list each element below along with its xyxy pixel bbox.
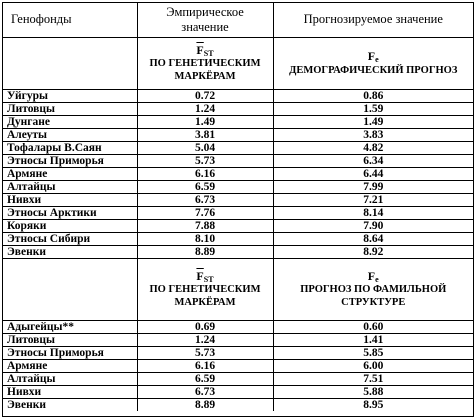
row-empirical-value: 1.49 [137,115,273,128]
table-row [3,385,473,398]
table-row [3,245,473,258]
row-predicted-value: 0.60 [273,320,473,333]
table-row [3,193,473,206]
section1-rows [3,89,473,258]
section1-empirical-label: $\overline{F}ST$ ПО ГЕНЕТИЧЕСКИМ МАРКЁРАМ [137,37,273,89]
table-row [3,167,473,180]
table-row [3,154,473,167]
row-predicted-value: 0.86 [273,89,473,102]
row-genepool-name: Тофалары В.Саян [3,141,137,154]
row-genepool-name: Алтайцы [3,372,137,385]
row-empirical-value: 1.24 [137,333,273,346]
section2-empirical-label: $\overline{F}ST$ ПО ГЕНЕТИЧЕСКИМ МАРКЁРАМ [137,258,273,320]
row-predicted-value: 6.34 [273,154,473,167]
row-empirical-value: 6.59 [137,372,273,385]
header-empirical: Эмпирическое значение [137,3,273,37]
row-genepool-name: Литовцы [3,333,137,346]
row-genepool-name: Нивхи [3,193,137,206]
row-genepool-name: Армяне [3,167,137,180]
table-row [3,320,473,333]
row-genepool-name: Этносы Сибири [3,232,137,245]
data-table-container [2,2,474,417]
row-predicted-value: 5.88 [273,385,473,398]
row-empirical-value: 5.73 [137,346,273,359]
table-row [3,89,473,102]
row-predicted-value: 7.51 [273,372,473,385]
header-genepools: Генофонды [3,3,137,37]
header-predicted: Прогнозируемое значение [273,3,473,37]
row-predicted-value: 1.49 [273,115,473,128]
row-genepool-name: Этносы Приморья [3,346,137,359]
section1-subheader-blank [3,37,137,89]
section2-rows [3,320,473,411]
row-empirical-value: 6.73 [137,193,273,206]
row-genepool-name: Этносы Арктики [3,206,137,219]
row-genepool-name: Алеуты [3,128,137,141]
row-predicted-value: 4.82 [273,141,473,154]
table-row [3,115,473,128]
row-empirical-value: 6.16 [137,167,273,180]
row-predicted-value: 7.99 [273,180,473,193]
row-predicted-value: 1.41 [273,333,473,346]
row-genepool-name: Эвенки [3,398,137,411]
row-empirical-value: 3.81 [137,128,273,141]
section1-predicted-label: Fe ДЕМОГРАФИЧЕСКИЙ ПРОГНОЗ [273,37,473,89]
row-genepool-name: Нивхи [3,385,137,398]
table-row [3,219,473,232]
row-genepool-name: Алтайцы [3,180,137,193]
table-row [3,346,473,359]
table-row [3,128,473,141]
table-row [3,398,473,411]
row-empirical-value: 7.76 [137,206,273,219]
table-row [3,333,473,346]
row-empirical-value: 6.59 [137,180,273,193]
row-genepool-name: Дунгане [3,115,137,128]
table-header-row [3,3,473,37]
row-predicted-value: 3.83 [273,128,473,141]
row-predicted-value: 8.95 [363,398,384,411]
row-genepool-name: Этносы Приморья [3,154,137,167]
row-predicted-value: 6.44 [273,167,473,180]
row-predicted-value: 7.90 [273,219,473,232]
row-genepool-name: Уйгуры [3,89,137,102]
row-empirical-value: 6.73 [137,385,273,398]
row-predicted-value: 5.85 [273,346,473,359]
row-predicted-value: 6.00 [273,359,473,372]
table-row [3,232,473,245]
table-row [3,359,473,372]
row-empirical-value: 6.16 [137,359,273,372]
row-predicted-value: 8.92 [273,245,473,258]
row-empirical-value: 7.88 [137,219,273,232]
row-genepool-name: Адыгейцы** [3,320,137,333]
table-row [3,102,473,115]
row-predicted-value: 1.59 [273,102,473,115]
row-empirical-value: 8.89 [137,398,273,411]
section1-subheader [3,37,473,89]
row-genepool-name: Литовцы [3,102,137,115]
section2-subheader [3,258,473,320]
row-empirical-value: 8.89 [137,245,273,258]
row-genepool-name: Эвенки [3,245,137,258]
row-genepool-name: Коряки [3,219,137,232]
row-predicted-value: 7.21 [273,193,473,206]
table-row [3,206,473,219]
row-empirical-value: 8.10 [137,232,273,245]
section2-predicted-label: Fe ПРОГНОЗ ПО ФАМИЛЬНОЙ СТРУКТУРЕ [273,258,473,320]
table-row [3,141,473,154]
row-predicted-value: 8.14 [273,206,473,219]
row-predicted-value: 8.64 [273,232,473,245]
row-empirical-value: 5.73 [137,154,273,167]
row-empirical-value: 0.72 [137,89,273,102]
table-row [3,372,473,385]
section2-subheader-blank [3,258,137,320]
row-empirical-value: 5.04 [137,141,273,154]
row-empirical-value: 1.24 [137,102,273,115]
row-empirical-value: 0.69 [137,320,273,333]
genepool-comparison-table [3,3,473,411]
table-row [3,180,473,193]
row-genepool-name: Армяне [3,359,137,372]
